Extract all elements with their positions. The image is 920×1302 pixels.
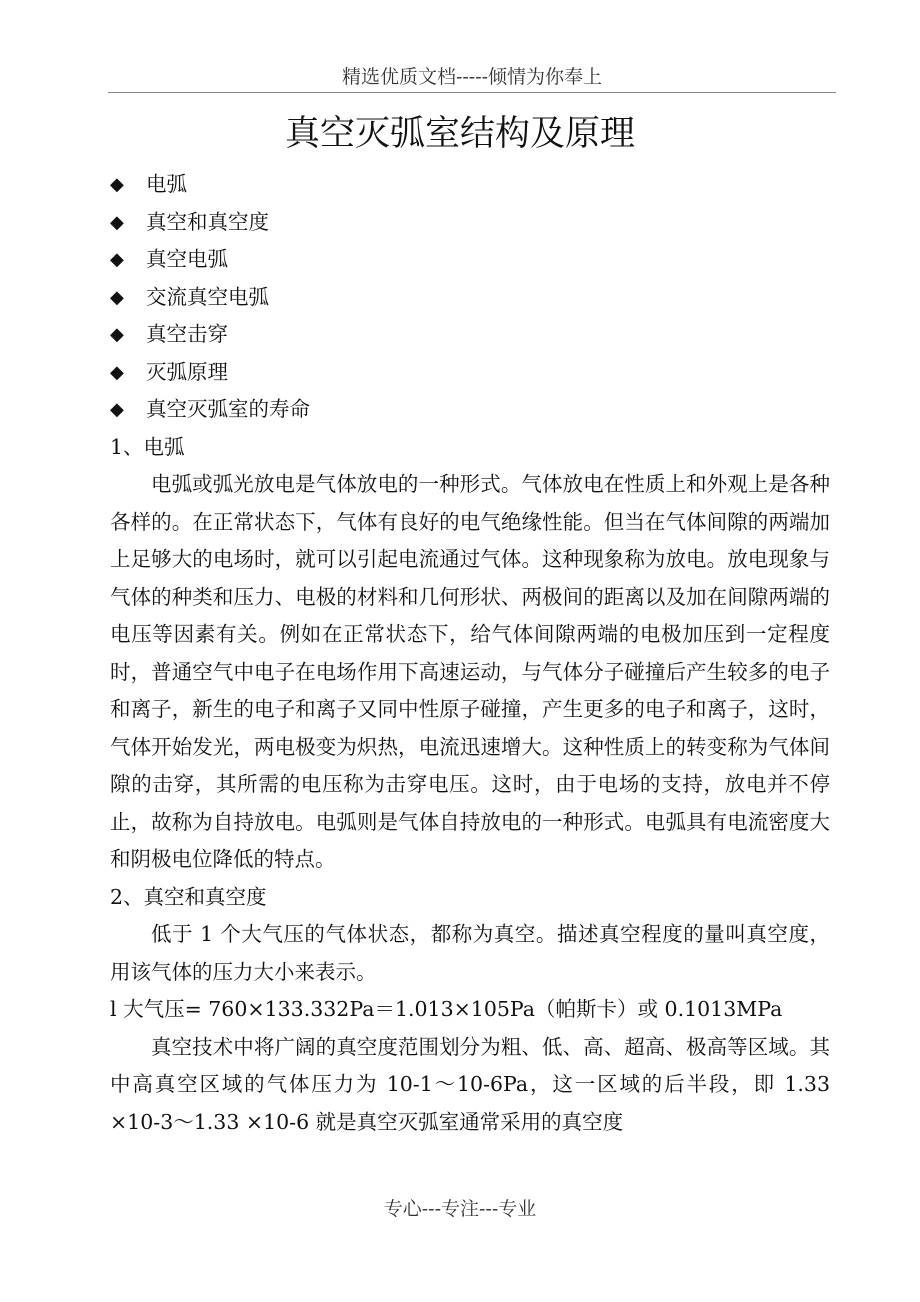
- topic-label: 灭弧原理: [146, 359, 228, 384]
- diamond-bullet-icon: ◆: [110, 249, 124, 270]
- topic-label: 交流真空电弧: [146, 284, 269, 309]
- diamond-bullet-icon: ◆: [110, 174, 124, 195]
- topic-label: 电弧: [146, 172, 187, 196]
- diamond-bullet-icon: ◆: [110, 211, 124, 233]
- diamond-bullet-icon: ◆: [110, 399, 124, 420]
- document-body: [110, 166, 830, 1141]
- topic-list-item: [110, 279, 830, 317]
- body-paragraph: 真空技术中将广阔的真空度范围划分为粗、低、高、超高、极高等区域。其中高真空区域的气体压力为 10-1～10-6Pa，这一区域的后半段，即 1.33 ×10-3～1.33 ×10-6 就是真空灭弧室通常采用的真空度: [110, 1034, 830, 1134]
- topic-list: [110, 166, 830, 429]
- section-heading-arc: 1、电弧: [110, 434, 185, 459]
- page-footer: 专心---专注---专业: [383, 1198, 537, 1220]
- topic-label: 真空电弧: [146, 247, 228, 271]
- topic-label: 真空灭弧室的寿命: [146, 397, 310, 421]
- page-header: 精选优质文档-----倾情为你奉上: [108, 62, 836, 93]
- topic-list-item: [110, 354, 830, 392]
- topic-list-item: [110, 204, 830, 242]
- topic-list-item: [110, 316, 830, 354]
- formula-line: l 大气压= 760×133.332Pa＝1.013×105Pa（帕斯卡）或 0.1013MPa: [110, 997, 783, 1021]
- diamond-bullet-icon: ◆: [110, 286, 124, 308]
- body-paragraph: 低于 1 个大气压的气体状态，都称为真空。描述真空程度的量叫真空度，用该气体的压力大小来表示。: [110, 922, 830, 984]
- diamond-bullet-icon: ◆: [110, 324, 124, 345]
- topic-list-item: [110, 391, 830, 429]
- topic-label: 真空和真空度: [146, 209, 269, 234]
- topic-label: 真空击穿: [146, 322, 228, 346]
- topic-list-item: [110, 166, 830, 204]
- diamond-bullet-icon: ◆: [110, 361, 124, 383]
- body-paragraph: 电弧或弧光放电是气体放电的一种形式。气体放电在性质上和外观上是各种各样的。在正常状态下，气体有良好的电气绝缘性能。但当在气体间隙的两端加上足够大的电场时，就可以引起电流通过气体。这种现象称为放电。放电现象与气体的种类和压力、电极的材料和几何形状、两极间的距离以及加在间隙两端的电压等因素有关。例如在正常状态下，给气体间隙两端的电极加压到一定程度时，普通空气中电子在电场作用下高速运动，与气体分子碰撞后产生较多的电子和离子，新生的电子和离子又同中性原子碰撞，产生更多的电子和离子，这时，气体开始发光，两电极变为炽热，电流迅速增大。这种性质上的转变称为气体间隙的击穿，其所需的电压称为击穿电压。这时，由于电场的支持，放电并不停止，故称为自持放电。电弧则是气体自持放电的一种形式。电弧具有电流密度大和阴极电位降低的特点。: [110, 472, 830, 871]
- topic-list-item: [110, 241, 830, 279]
- document-title: 真空灭弧室结构及原理: [284, 114, 635, 154]
- section-heading-vacuum: 2、真空和真空度: [110, 884, 267, 909]
